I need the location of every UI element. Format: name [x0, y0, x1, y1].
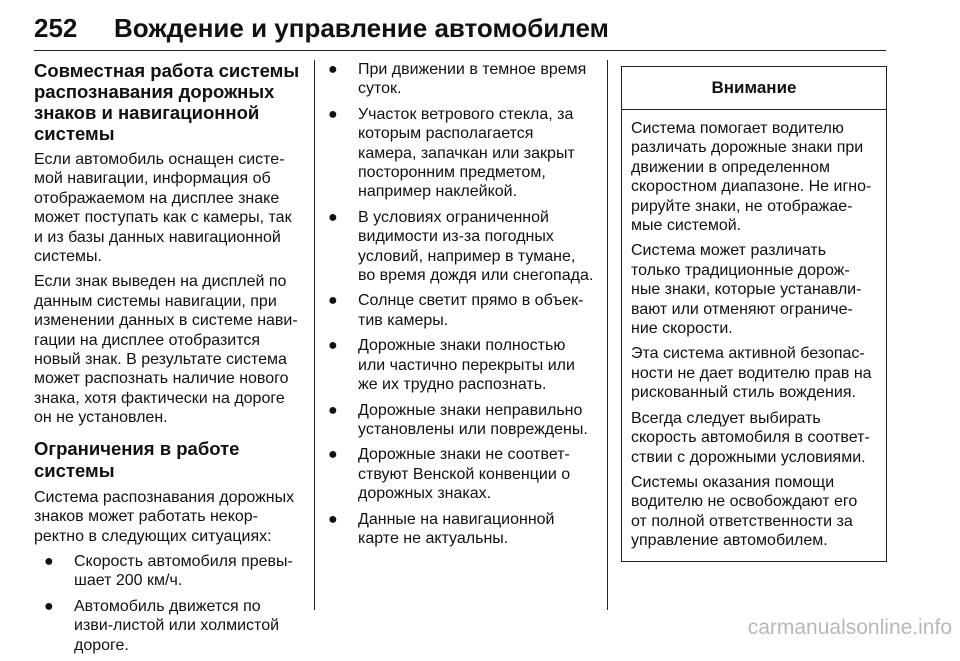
bullet-icon: ●: [328, 510, 338, 528]
paragraph: Если знак выведен на дисплей по данным системы навигации, при изменении данных в системе нави-гации на дисплее отобразится новый знак. В результате система может распознать наличие нового знака, хотя фактически на дороге он не установлен.: [34, 273, 298, 427]
warning-title: Внимание: [622, 67, 886, 110]
list-item: ● Участок ветрового стекла, за которым располагается камера, запачкан или закрыт посторонним предметом, например наклейкой.: [328, 105, 575, 201]
list-item: ● Скорость автомобиля превы-шает 200 км/ч.: [44, 552, 293, 590]
column-divider: [607, 60, 608, 610]
paragraph: Всегда следует выбирать скорость автомобиля в соответ-ствии с дорожными условиями.: [631, 409, 870, 466]
paragraph: Система помогает водителю различать дорожные знаки при движении в определенном скоростном диапазоне. Не игно-рируйте знаки, не отображае-мые системой.: [631, 120, 872, 235]
column-left: [34, 60, 302, 661]
bullet-icon: ●: [328, 446, 338, 464]
bullet-icon: ●: [328, 337, 338, 355]
bullet-list: [44, 552, 302, 655]
bullet-icon: ●: [44, 552, 54, 570]
bullet-icon: ●: [44, 597, 54, 615]
list-item: ● Автомобиль движется по изви-листой или холмистой дороге.: [44, 597, 280, 654]
bullet-icon: ●: [328, 105, 338, 123]
warning-body: [622, 110, 886, 561]
bullet-list: [328, 60, 596, 548]
section-title: Совместная работа системы распознавания дорожных знаков и навигационной системы: [34, 60, 300, 144]
list-item: ● Дорожные знаки не соответ-ствуют Венской конвенции о дорожных знаках.: [328, 446, 571, 503]
bullet-icon: ●: [328, 208, 338, 226]
bullet-icon: ●: [328, 401, 338, 419]
column-divider: [314, 60, 315, 610]
list-item: ● Данные на навигационной карте не актуальны.: [328, 510, 555, 547]
paragraph: Эта система активной безопас-ности не дает водителю прав на рискованный стиль вождения.: [631, 345, 872, 402]
list-item: ● Дорожные знаки полностью или частично перекрыты или же их трудно распознать.: [328, 337, 575, 394]
subsection-title: Ограничения в работе системы: [34, 437, 240, 481]
page-number: 252: [34, 13, 78, 43]
chapter-title: Вождение и управление автомобилем: [114, 13, 609, 43]
warning-box: [621, 66, 887, 562]
list-item: ● Солнце светит прямо в объек-тив камеры.: [328, 292, 584, 329]
column-middle: [328, 60, 596, 554]
watermark: carmanualsonline.info: [747, 616, 952, 639]
page-header: [34, 10, 886, 51]
list-item: ● При движении в темное время суток.: [328, 61, 587, 98]
paragraph: Если автомобиль оснащен систе-мой навигации, информация об отображаемом на дисплее знаке может поступать как с камеры, так и из базы данных навигационной системы.: [34, 151, 292, 266]
paragraph: Система может различать только традиционные дорож-ные знаки, которые устанавли-вают или отменяют ограниче-ние скорости.: [631, 242, 862, 338]
bullet-icon: ●: [328, 61, 338, 78]
bullet-icon: ●: [328, 292, 338, 310]
paragraph: Система распознавания дорожных знаков может работать некор-ректно в следующих ситуациях:: [34, 488, 295, 545]
list-item: ● Дорожные знаки неправильно установлены или повреждены.: [328, 401, 588, 438]
paragraph: Системы оказания помощи водителю не освобождают его от полной ответственности за управление автомобилем.: [631, 473, 858, 550]
list-item: ● В условиях ограниченной видимости из-за погодных условий, например в тумане, во время дождя или снегопада.: [328, 208, 594, 285]
